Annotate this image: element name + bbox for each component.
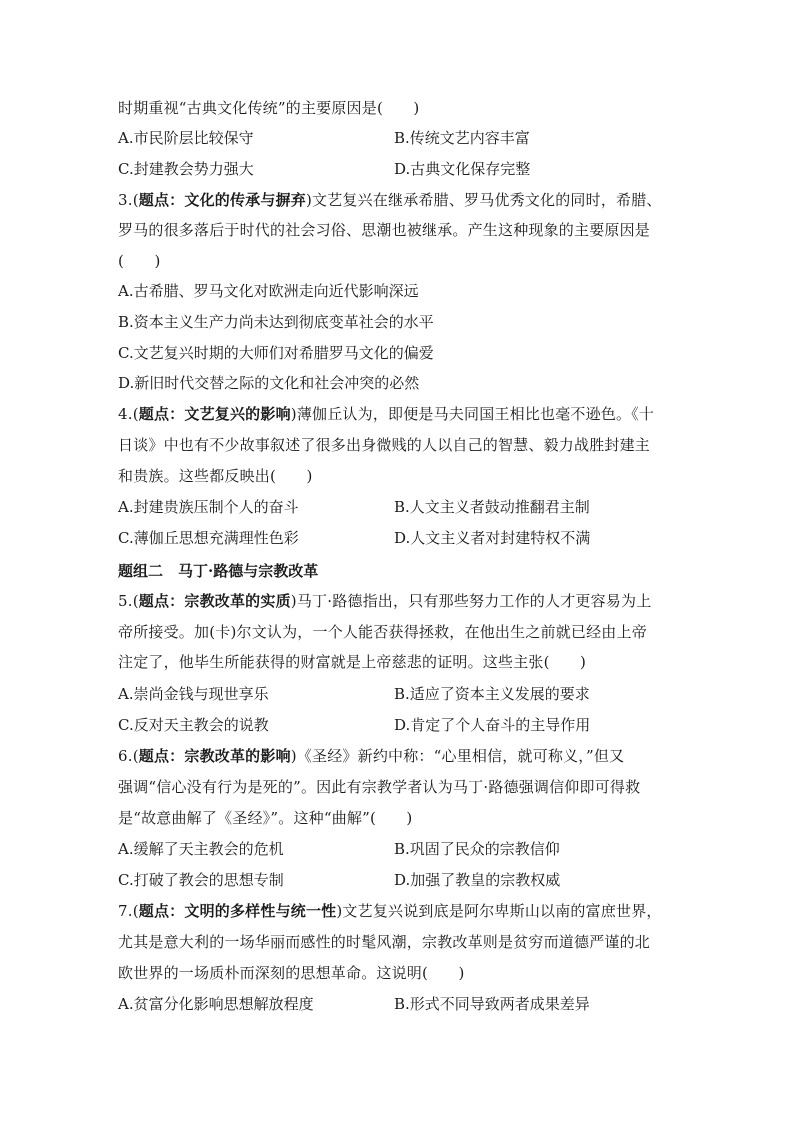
q5-option-b: B.适应了资本主义发展的要求: [394, 685, 590, 703]
q5-option-d: D.肯定了个人奋斗的主导作用: [394, 716, 591, 734]
q4-option-a: A.封建贵族压制个人的奋斗: [118, 498, 299, 516]
q2-option-a: A.市民阶层比较保守: [118, 129, 254, 147]
q7-number: 7.(: [118, 902, 139, 920]
q2-option-d: D.古典文化保存完整: [394, 160, 531, 178]
q7-stem-line1: [118, 901, 662, 921]
q5-option-a: A.崇尚金钱与现世享乐: [118, 685, 269, 703]
q7-topic-tag: 题点：文明的多样性与统一性: [138, 902, 337, 920]
q5-number: 5.(: [118, 592, 139, 610]
q3-stem-line3: ( ): [118, 252, 161, 270]
q3-option-c: C.文艺复兴时期的大师们对希腊罗马文化的偏爱: [118, 344, 434, 362]
q6-topic-tag: 题点：宗教改革的影响: [138, 747, 291, 765]
q6-option-b: B.巩固了民众的宗教信仰: [394, 840, 560, 858]
q5-stem-line2: 帝所接受。加(卡)尔文认为，一个人能否获得拯救，在他出生之前就已经由上帝: [118, 623, 647, 641]
q2-option-b: B.传统文艺内容丰富: [394, 129, 530, 147]
q4-option-d: D.人文主义者对封建特权不满: [394, 529, 591, 547]
q4-stem-line1: [118, 404, 654, 424]
q4-option-b: B.人文主义者鼓动推翻君主制: [394, 498, 590, 516]
q4-stem-line3: 和贵族。这些都反映出( ): [118, 467, 313, 485]
q6-stem-line1: [118, 746, 624, 766]
q6-option-c: C.打破了教会的思想专制: [118, 871, 284, 889]
q2-stem-tail: 时期重视“古典文化传统”的主要原因是( ): [118, 99, 420, 117]
q3-number: 3.(: [118, 191, 139, 209]
q7-option-b: B.形式不同导致两者成果差异: [394, 995, 590, 1013]
q6-stem-line2: 强调“信心没有行为是死的”。因此有宗教学者认为马丁·路德强调信仰即可得救: [118, 778, 641, 796]
q4-topic-tag: 题点：文艺复兴的影响: [138, 405, 291, 423]
q6-stem-line3: 是“故意曲解了《圣经》”。这种“曲解”( ): [118, 809, 413, 827]
q4-stem-line2: 日谈》中也有不少故事叙述了很多出身微贱的人以自己的智慧、毅力战胜封建主: [118, 436, 651, 454]
q5-topic-tag: 题点：宗教改革的实质: [138, 592, 291, 610]
q3-option-b: B.资本主义生产力尚未达到彻底变革社会的水平: [118, 313, 434, 331]
q5-text: )马丁·路德指出，只有那些努力工作的人才更容易为上: [290, 592, 652, 610]
q2-option-c: C.封建教会势力强大: [118, 160, 254, 178]
q6-number: 6.(: [118, 747, 139, 765]
q7-text: )文艺复兴说到底是阿尔卑斯山以南的富庶世界，: [336, 902, 662, 920]
q4-option-c: C.薄伽丘思想充满理性色彩: [118, 529, 299, 547]
q5-stem-line3: 注定了，他毕生所能获得的财富就是上帝慈悲的证明。这些主张( ): [118, 653, 587, 671]
q3-text: )文艺复兴在继承希腊、罗马优秀文化的同时，希腊、: [305, 191, 662, 209]
q5-option-c: C.反对天主教会的说教: [118, 716, 269, 734]
q3-option-d: D.新旧时代交替之际的文化和社会冲突的必然: [118, 374, 420, 392]
q5-stem-line1: [118, 591, 651, 611]
q6-text: )《圣经》新约中称：“心里相信，就可称义，”但又: [290, 747, 625, 765]
q6-option-a: A.缓解了天主教会的危机: [118, 840, 284, 858]
group-two-heading: 题组二 马丁·路德与宗教改革: [118, 562, 319, 580]
q7-stem-line3: 欧世界的一场质朴而深刻的思想革命。这说明( ): [118, 964, 465, 982]
q3-stem-line1: [118, 190, 662, 210]
q3-option-a: A.古希腊、罗马文化对欧洲走向近代影响深远: [118, 282, 419, 300]
q4-text: )薄伽丘认为，即便是马夫同国王相比也毫不逊色。《十: [290, 405, 655, 423]
q4-number: 4.(: [118, 405, 139, 423]
q3-topic-tag: 题点：文化的传承与摒弃: [138, 191, 306, 209]
q7-stem-line2: 尤其是意大利的一场华丽而感性的时髦风潮，宗教改革则是贫穷而道德严谨的北: [118, 933, 651, 951]
q3-stem-line2: 罗马的很多落后于时代的社会习俗、思潮也被继承。产生这种现象的主要原因是: [118, 221, 651, 239]
q6-option-d: D.加强了教皇的宗教权威: [394, 871, 561, 889]
q7-option-a: A.贫富分化影响思想解放程度: [118, 995, 314, 1013]
